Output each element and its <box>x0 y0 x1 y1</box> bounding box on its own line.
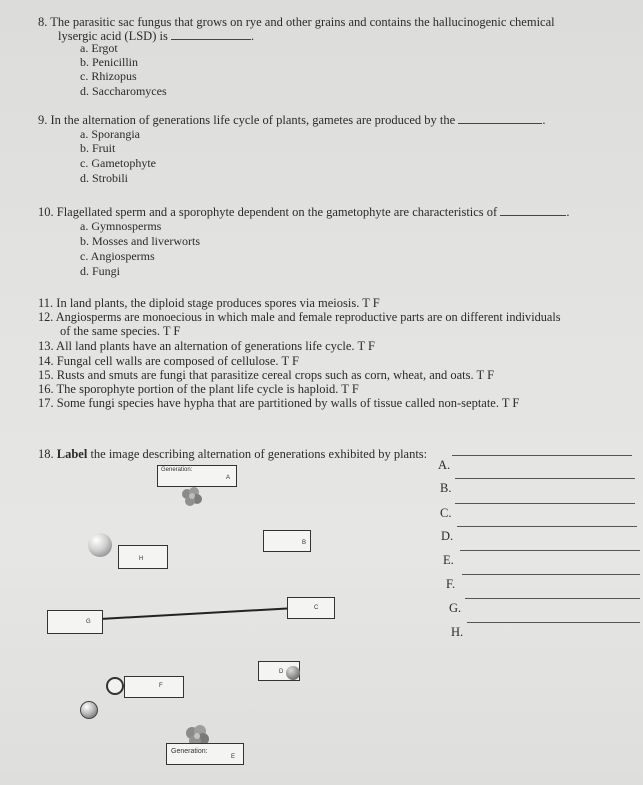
gen-bottom-label: Generation: <box>171 748 208 755</box>
q8-option-d: d. Saccharomyces <box>80 84 167 98</box>
q9-stem-text: 9. In the alternation of generations life cycle of plants, gametes are produced by the <box>38 113 456 127</box>
q9-answer-blank[interactable] <box>458 123 542 124</box>
box-generation-bottom[interactable] <box>166 743 244 765</box>
tf-q14: 14. Fungal cell walls are composed of cellulose. T F <box>38 354 299 368</box>
answer-label-d: D. <box>441 529 454 543</box>
q8-answer-blank[interactable] <box>171 39 251 40</box>
answer-line-c[interactable] <box>455 503 635 504</box>
answer-label-c: C. <box>440 506 452 520</box>
q10-option-a: a. Gymnosperms <box>80 219 162 233</box>
answer-line-g[interactable] <box>465 598 640 599</box>
answer-line-b[interactable] <box>455 478 635 479</box>
answer-label-a: A. <box>438 458 451 472</box>
answer-line-h[interactable] <box>467 622 640 623</box>
q9-option-c: c. Gametophyte <box>80 156 156 170</box>
q10-option-d: d. Fungi <box>80 264 121 278</box>
box-g[interactable] <box>47 610 103 634</box>
box-h[interactable] <box>118 545 168 569</box>
gen-bottom-letter: E <box>231 754 236 760</box>
box-h-letter: H <box>139 556 144 562</box>
q8-option-b: b. Penicillin <box>80 55 138 69</box>
q9-stem: 9. In the alternation of generations life cycle of plants, gametes are produced by the . <box>38 113 546 127</box>
sphere-bottom-icon <box>80 701 98 719</box>
q8-stem-line2: lysergic acid (LSD) is . <box>58 29 255 43</box>
q18-bold-label: Label <box>56 447 88 461</box>
cycle-arrow-line <box>100 604 300 624</box>
spore-cluster-top <box>180 486 204 508</box>
q18-heading-rest: the image describing alternation of generations exhibited by plants: <box>87 447 428 461</box>
box-generation-top[interactable] <box>157 465 237 487</box>
sphere-icon <box>88 533 112 557</box>
q8-option-c: c. Rhizopus <box>80 69 137 83</box>
answer-line-a[interactable] <box>452 455 632 456</box>
tf-q13: 13. All land plants have an alternation of generations life cycle. T F <box>38 339 375 353</box>
answer-label-h: H. <box>451 625 464 639</box>
gen-top-label: Generation: <box>161 467 193 473</box>
q10-option-c: c. Angiosperms <box>80 249 155 263</box>
q9-option-d: d. Strobili <box>80 171 129 185</box>
q18-number: 18. <box>38 447 57 461</box>
answer-line-f[interactable] <box>462 574 640 575</box>
answer-label-e: E. <box>443 553 454 567</box>
tf-q12-line1: 12. Angiosperms are monoecious in which male and female reproductive parts are on different individuals <box>38 310 561 324</box>
q8-stem-text: lysergic acid (LSD) is <box>58 29 168 43</box>
q10-option-b: b. Mosses and liverworts <box>80 234 200 248</box>
box-f[interactable] <box>124 676 184 698</box>
box-b-letter: B <box>302 540 307 546</box>
tf-q12-line2: of the same species. T F <box>60 324 181 338</box>
tf-q11: 11. In land plants, the diploid stage produces spores via meiosis. T F <box>38 296 380 310</box>
box-c-letter: C <box>314 605 319 611</box>
gen-top-letter: A <box>226 475 231 481</box>
answer-label-g: G. <box>449 601 462 615</box>
tf-q16: 16. The sporophyte portion of the plant life cycle is haploid. T F <box>38 382 359 396</box>
box-c[interactable] <box>287 597 335 619</box>
q10-answer-blank[interactable] <box>500 215 566 216</box>
q9-option-a: a. Sporangia <box>80 127 140 141</box>
answer-label-b: B. <box>440 481 452 495</box>
box-f-letter: F <box>159 683 163 689</box>
box-d-letter: D <box>279 669 284 675</box>
answer-label-f: F. <box>446 577 456 591</box>
q8-option-a: a. Ergot <box>80 41 118 55</box>
box-g-letter: G <box>86 619 91 625</box>
q10-stem-text: 10. Flagellated sperm and a sporophyte dependent on the gametophyte are characteristics of <box>38 205 498 219</box>
answer-line-e[interactable] <box>460 550 640 551</box>
tf-q15: 15. Rusts and smuts are fungi that parasitize cereal crops such as corn, wheat, and oats. T F <box>38 368 495 382</box>
q18-heading <box>38 447 427 461</box>
q9-option-b: b. Fruit <box>80 141 116 155</box>
small-sphere-d-icon <box>286 666 300 680</box>
q8-stem-line1: 8. The parasitic sac fungus that grows on rye and other grains and contains the hallucinogenic chemical <box>38 15 555 29</box>
box-b[interactable] <box>263 530 311 552</box>
ring-f-icon <box>106 677 124 695</box>
tf-q17: 17. Some fungi species have hypha that are partitioned by walls of tissue called non-septate. T F <box>38 396 520 410</box>
answer-line-d[interactable] <box>457 526 637 527</box>
q10-stem: 10. Flagellated sperm and a sporophyte dependent on the gametophyte are characteristics of . <box>38 205 570 219</box>
